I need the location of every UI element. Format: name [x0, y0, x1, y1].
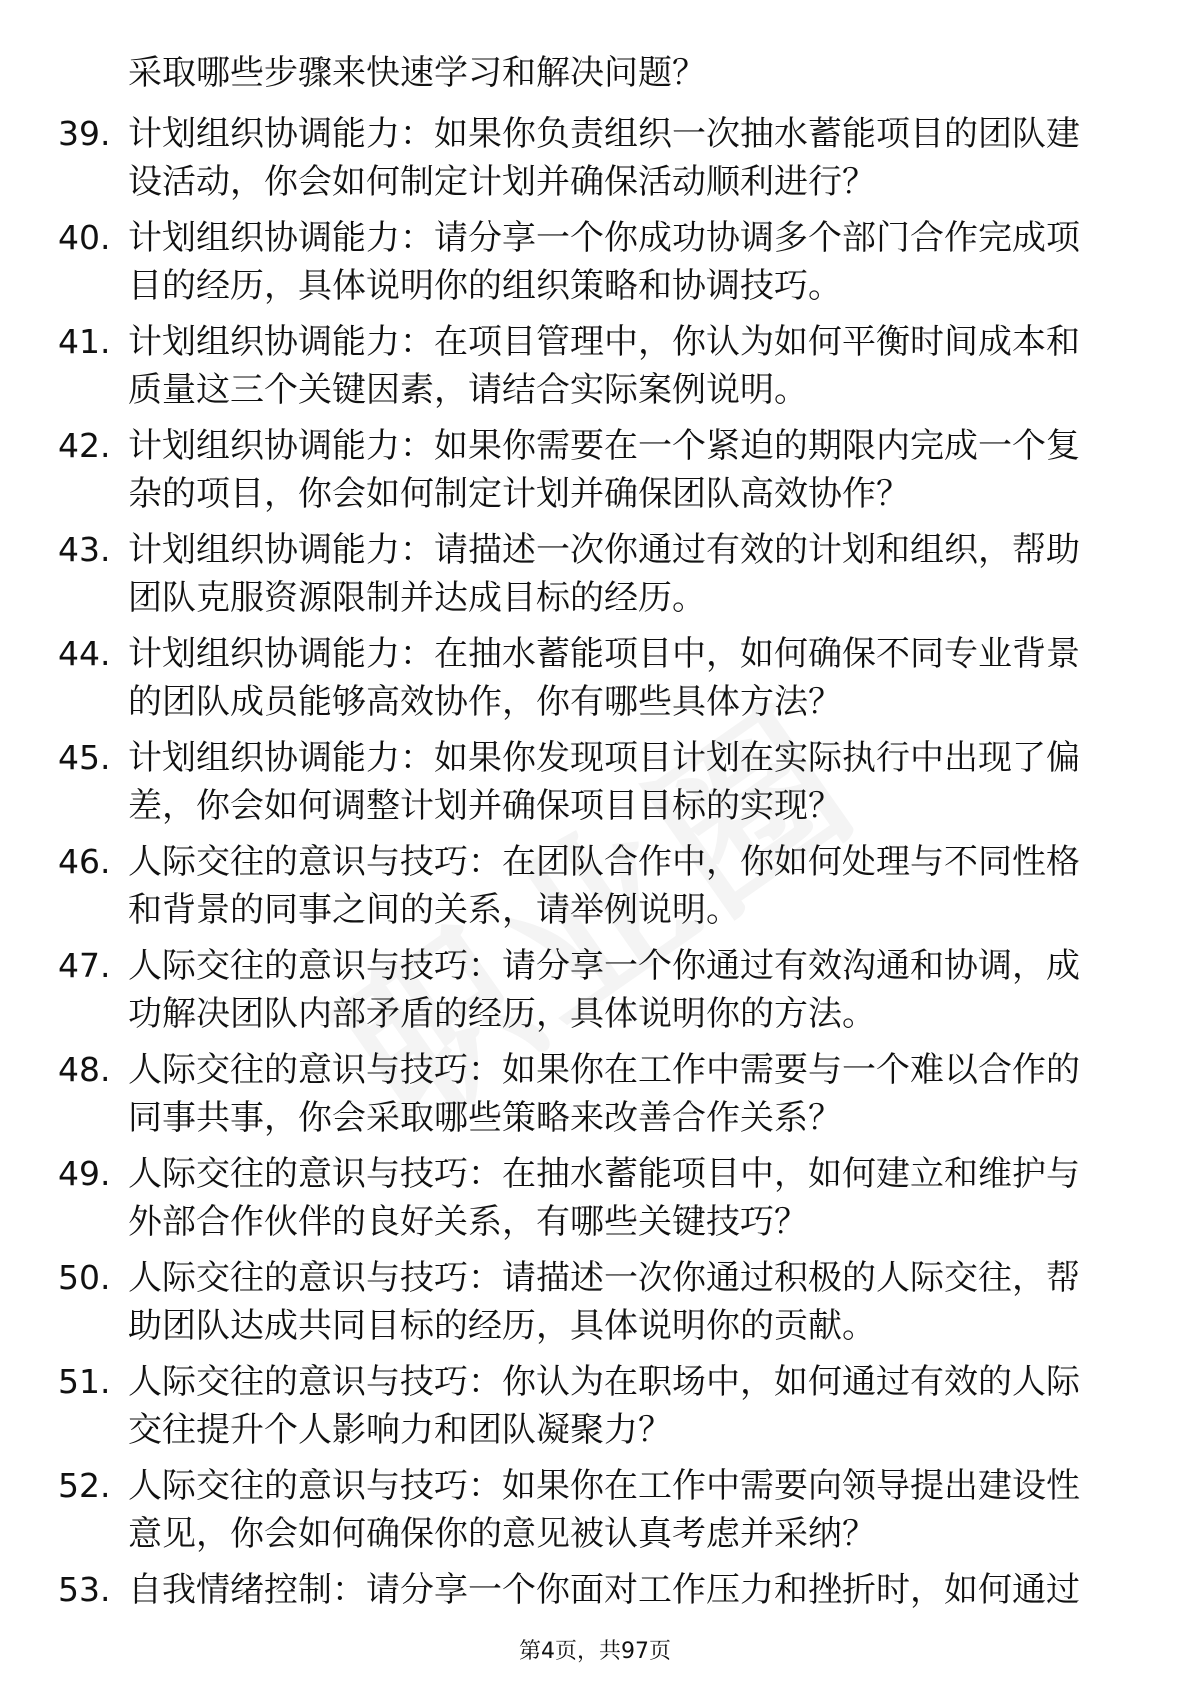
question-number: 47. — [58, 946, 111, 985]
question-number: 43. — [58, 530, 111, 569]
question-text — [128, 942, 1118, 1038]
question-text — [128, 838, 1118, 934]
question-number: 53. — [58, 1570, 111, 1609]
question-text-line: 目的经历，具体说明你的组织策略和协调技巧。 — [128, 266, 842, 306]
question-text-line: 人际交往的意识与技巧：请描述一次你通过积极的人际交往，帮 — [128, 1258, 1080, 1298]
question-number: 42. — [58, 426, 111, 465]
question-text-line: 自我情绪控制：请分享一个你面对工作压力和挫折时，如何通过 — [128, 1570, 1080, 1610]
question-text-line: 计划组织协调能力：如果你发现项目计划在实际执行中出现了偏 — [128, 738, 1080, 778]
question-text-line: 计划组织协调能力：如果你负责组织一次抽水蓄能项目的团队建 — [128, 114, 1080, 154]
question-text — [128, 1566, 1118, 1614]
question-text-line: 人际交往的意识与技巧：在抽水蓄能项目中，如何建立和维护与 — [128, 1154, 1080, 1194]
question-number: 49. — [58, 1154, 111, 1193]
question-number: 46. — [58, 842, 111, 881]
continued-question-text: 采取哪些步骤来快速学习和解决问题？ — [128, 53, 706, 93]
question-item — [0, 526, 1190, 630]
question-text-line: 同事共事，你会采取哪些策略来改善合作关系？ — [128, 1098, 842, 1138]
question-number: 48. — [58, 1050, 111, 1089]
question-text-line: 人际交往的意识与技巧：如果你在工作中需要与一个难以合作的 — [128, 1050, 1080, 1090]
question-item — [0, 734, 1190, 838]
question-text — [128, 630, 1118, 726]
question-text — [128, 1462, 1118, 1558]
question-text-line: 功解决团队内部矛盾的经历，具体说明你的方法。 — [128, 994, 876, 1034]
question-text — [128, 734, 1118, 830]
question-text-line: 杂的项目，你会如何制定计划并确保团队高效协作？ — [128, 474, 910, 514]
question-text — [128, 1046, 1118, 1142]
question-text — [128, 318, 1118, 414]
question-text-line: 计划组织协调能力：请描述一次你通过有效的计划和组织，帮助 — [128, 530, 1080, 570]
question-text — [128, 110, 1118, 206]
question-item — [0, 1358, 1190, 1462]
question-number: 41. — [58, 322, 111, 361]
question-item — [0, 214, 1190, 318]
question-item — [0, 1254, 1190, 1358]
question-list — [0, 110, 1190, 1670]
question-item — [0, 422, 1190, 526]
question-number: 45. — [58, 738, 111, 777]
question-text-line: 计划组织协调能力：如果你需要在一个紧迫的期限内完成一个复 — [128, 426, 1080, 466]
question-text — [128, 526, 1118, 622]
question-text-line: 意见，你会如何确保你的意见被认真考虑并采纳？ — [128, 1514, 876, 1554]
question-number: 40. — [58, 218, 111, 257]
question-text-line: 人际交往的意识与技巧：请分享一个你通过有效沟通和协调，成 — [128, 946, 1080, 986]
question-text — [128, 214, 1118, 310]
question-number: 51. — [58, 1362, 111, 1401]
question-number: 52. — [58, 1466, 111, 1505]
question-item — [0, 1462, 1190, 1566]
question-text — [128, 422, 1118, 518]
page-footer: 第4页，共97页 — [519, 1639, 671, 1664]
question-text-line: 助团队达成共同目标的经历，具体说明你的贡献。 — [128, 1306, 876, 1346]
question-text-line: 的团队成员能够高效协作，你有哪些具体方法？ — [128, 682, 842, 722]
question-number: 39. — [58, 114, 111, 153]
question-text — [128, 1358, 1118, 1454]
question-text — [128, 1254, 1118, 1350]
question-item — [0, 110, 1190, 214]
question-text-line: 人际交往的意识与技巧：你认为在职场中，如何通过有效的人际 — [128, 1362, 1080, 1402]
question-text-line: 质量这三个关键因素，请结合实际案例说明。 — [128, 370, 808, 410]
question-text-line: 设活动，你会如何制定计划并确保活动顺利进行？ — [128, 162, 876, 202]
question-item — [0, 1046, 1190, 1150]
question-text-line: 团队克服资源限制并达成目标的经历。 — [128, 578, 706, 618]
question-text-line: 计划组织协调能力：在项目管理中，你认为如何平衡时间成本和 — [128, 322, 1080, 362]
question-item — [0, 838, 1190, 942]
question-item — [0, 942, 1190, 1046]
question-text-line: 计划组织协调能力：请分享一个你成功协调多个部门合作完成项 — [128, 218, 1080, 258]
question-text-line: 差，你会如何调整计划并确保项目目标的实现？ — [128, 786, 842, 826]
question-text-line: 人际交往的意识与技巧：如果你在工作中需要向领导提出建设性 — [128, 1466, 1080, 1506]
question-text-line: 和背景的同事之间的关系，请举例说明。 — [128, 890, 740, 930]
question-text-line: 交往提升个人影响力和团队凝聚力？ — [128, 1410, 672, 1450]
question-number: 50. — [58, 1258, 111, 1297]
question-item — [0, 630, 1190, 734]
question-text-line: 外部合作伙伴的良好关系，有哪些关键技巧？ — [128, 1202, 808, 1242]
question-text — [128, 1150, 1118, 1246]
question-text-line: 人际交往的意识与技巧：在团队合作中，你如何处理与不同性格 — [128, 842, 1080, 882]
question-item — [0, 318, 1190, 422]
question-text-line: 计划组织协调能力：在抽水蓄能项目中，如何确保不同专业背景 — [128, 634, 1080, 674]
question-item — [0, 1150, 1190, 1254]
question-number: 44. — [58, 634, 111, 673]
